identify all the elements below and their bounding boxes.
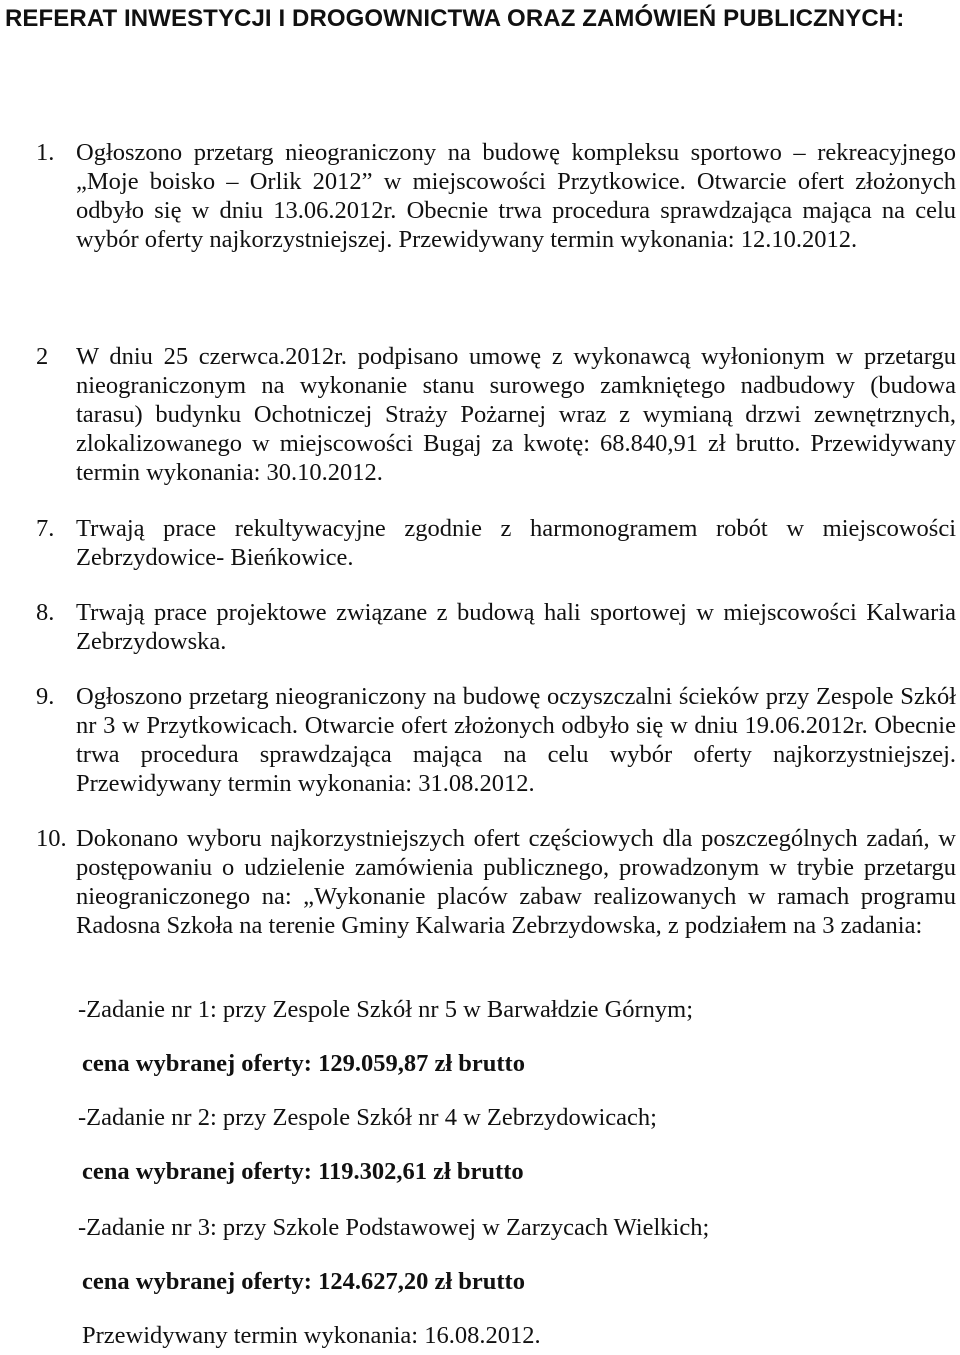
list-item-text: Ogłoszono przetarg nieograniczony na budowę oczyszczalni ścieków przy Zespole Szkół nr 3 w Przytkowicach. Otwarcie ofert złożonych odbyło się w dniu 19.06.2012r. Obecnie trwa procedura sprawdzająca mająca na celu wybór oferty najkorzystniejszej. Przewidywany termin wykonania: 31.08.2012. — [76, 683, 956, 797]
list-item-number: 2 — [36, 343, 49, 370]
task-1-price: cena wybranej oferty: 129.059,87 zł brutto — [82, 1050, 525, 1077]
task-1-label: -Zadanie nr 1: przy Zespole Szkół nr 5 w Barwałdzie Górnym; — [78, 996, 694, 1023]
list-item-text: Trwają prace rekultywacyjne zgodnie z harmonogramem robót w miejscowości Zebrzydowice- Bieńkowice. — [76, 515, 956, 571]
list-item-number: 9. — [36, 683, 55, 710]
list-item-text: Ogłoszono przetarg nieograniczony na budowę kompleksu sportowo – rekreacyjnego „Moje boisko – Orlik 2012” w miejscowości Przytkowice. Otwarcie ofert złożonych odbyło się w dniu 13.06.2012r. Obecnie trwa procedura sprawdzająca mająca na celu wybór oferty najkorzystniejszej. Przewidywany termin wykonania: 12.10.2012. — [76, 139, 956, 253]
list-item-text: Trwają prace projektowe związane z budową hali sportowej w miejscowości Kalwaria Zebrzydowska. — [76, 599, 956, 655]
page-title: REFERAT INWESTYCJI I DROGOWNICTWA ORAZ ZAMÓWIEŃ PUBLICZNYCH: — [5, 5, 905, 32]
list-item-number: 10. — [36, 825, 67, 852]
final-note: Przewidywany termin wykonania: 16.08.2012. — [82, 1322, 541, 1349]
task-3-label: -Zadanie nr 3: przy Szkole Podstawowej w Zarzycach Wielkich; — [78, 1214, 710, 1241]
list-item-number: 7. — [36, 515, 55, 542]
list-item-text: Dokonano wyboru najkorzystniejszych ofert częściowych dla poszczególnych zadań, w postępowaniu o udzielenie zamówienia publicznego, prowadzonym w trybie przetargu nieograniczonego na: „Wykonanie placów zabaw realizowanych w ramach programu Radosna Szkoła na terenie Gminy Kalwaria Zebrzydowska, z podziałem na 3 zadania: — [76, 825, 956, 939]
task-2-label: -Zadanie nr 2: przy Zespole Szkół nr 4 w Zebrzydowicach; — [78, 1104, 657, 1131]
task-2-price: cena wybranej oferty: 119.302,61 zł brutto — [82, 1158, 524, 1185]
list-item-number: 1. — [36, 139, 55, 166]
task-3-price: cena wybranej oferty: 124.627,20 zł brutto — [82, 1268, 525, 1295]
list-item-number: 8. — [36, 599, 55, 626]
list-item-text: W dniu 25 czerwca.2012r. podpisano umowę z wykonawcą wyłonionym w przetargu nieograniczonym na wykonanie stanu surowego zamkniętego nadbudowy (budowa tarasu) budynku Ochotniczej Straży Pożarnej wraz z wymianą drzwi zewnętrznych, zlokalizowanego w miejscowości Bugaj za kwotę: 68.840,91 zł brutto. Przewidywany termin wykonania: 30.10.2012. — [76, 343, 956, 486]
